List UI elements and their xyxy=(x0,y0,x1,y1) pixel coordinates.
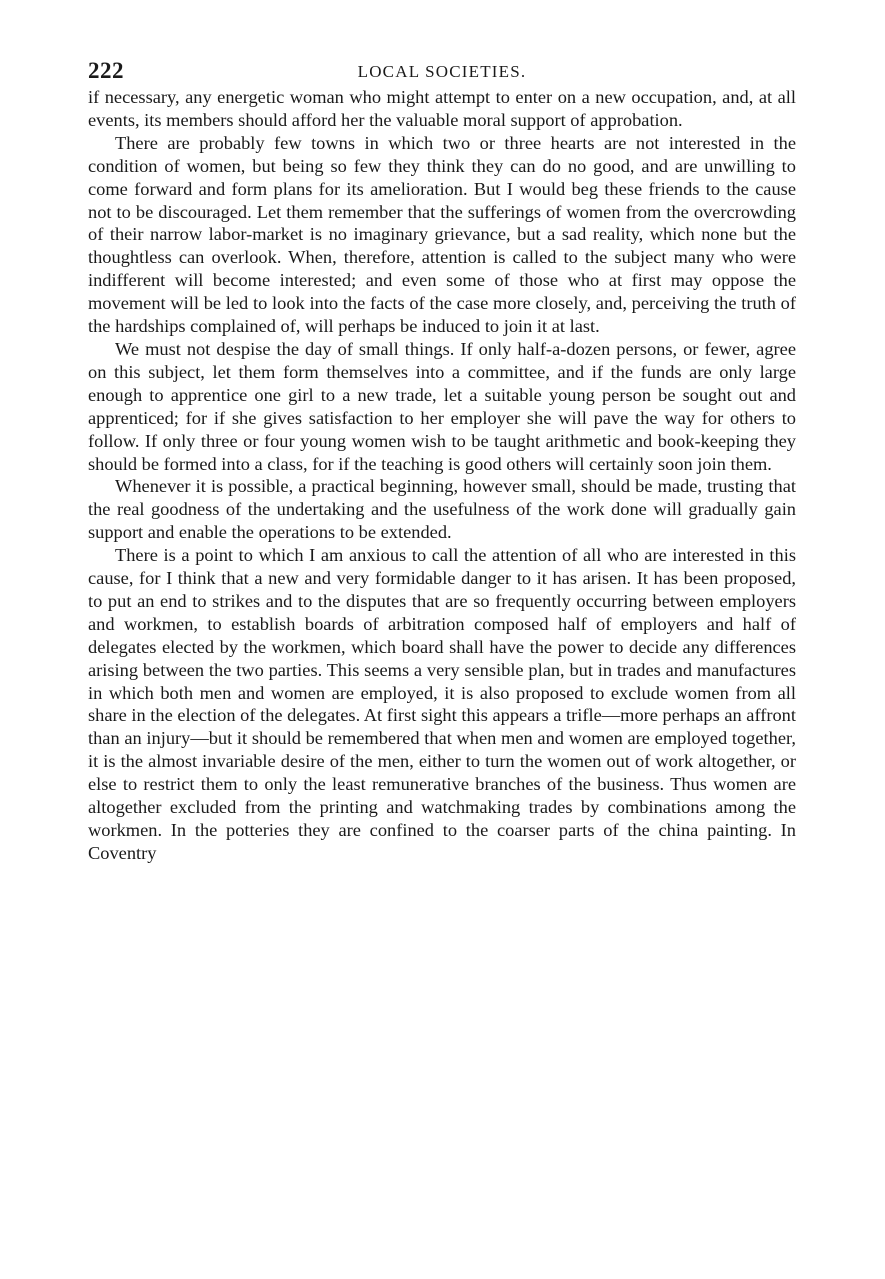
paragraph: There are probably few towns in which two or three hearts are not interested in the condition of women, but being so few they think they can do no good, and are unwilling to come forward and form plans for its amelioration. But I would beg these friends to the cause not to be discouraged. Let them remember that the sufferings of women from the overcrowding of their narrow labor-market is no imaginary grievance, but a sad reality, which none but the thoughtless can overlook. When, therefore, attention is called to the subject many who were indifferent will become interested; and even some of those who at first may oppose the movement will be led to look into the facts of the case more closely, and, perceiving the truth of the hardships complained of, will perhaps be induced to join it at last. xyxy=(88,132,796,337)
book-page xyxy=(88,58,796,865)
paragraph: There is a point to which I am anxious to call the attention of all who are interested in this cause, for I think that a new and very formidable danger to it has arisen. It has been proposed, to put an end to strikes and to the disputes that are so frequently occurring between employers and workmen, to establish boards of arbitration composed half of employers and half of delegates elected by the workmen, which board shall have the power to decide any differences arising between the two parties. This seems a very sensible plan, but in trades and manufactures in which both men and women are employed, it is also proposed to exclude women from all share in the election of the delegates. At first sight this appears a trifle—more perhaps an affront than an injury—but it should be remembered that when men and women are employed together, it is the almost invariable desire of the men, either to turn the women out of work altogether, or else to restrict them to only the least remunerative branches of the business. Thus women are altogether excluded from the printing and watchmaking trades by combinations among the workmen. In the potteries they are confined to the coarser parts of the china painting. In Coventry xyxy=(88,545,796,863)
paragraph: Whenever it is possible, a practical beginning, however small, should be made, trusting that the real goodness of the undertaking and the usefulness of the work done will gradually gain support and enable the operations to be extended. xyxy=(88,476,796,543)
paragraph: We must not despise the day of small things. If only half-a-dozen persons, or fewer, agree on this subject, let them form themselves into a committee, and if the funds are only large enough to apprentice one girl to a new trade, let a suitable young person be sought out and apprenticed; for if she gives satisfaction to her employer she will pave the way for others to follow. If only three or four young women wish to be taught arithmetic and book-keeping they should be formed into a class, for if the teaching is good others will certainly soon join them. xyxy=(88,338,796,474)
paragraph-continued: if necessary, any energetic woman who might attempt to enter on a new occupation, and, at all events, its members should afford her the valuable moral support of approbation. xyxy=(88,87,796,130)
running-head xyxy=(88,58,796,86)
body-text xyxy=(88,86,796,865)
page-number: 222 xyxy=(88,58,124,83)
running-title: LOCAL SOCIETIES. xyxy=(357,62,527,81)
